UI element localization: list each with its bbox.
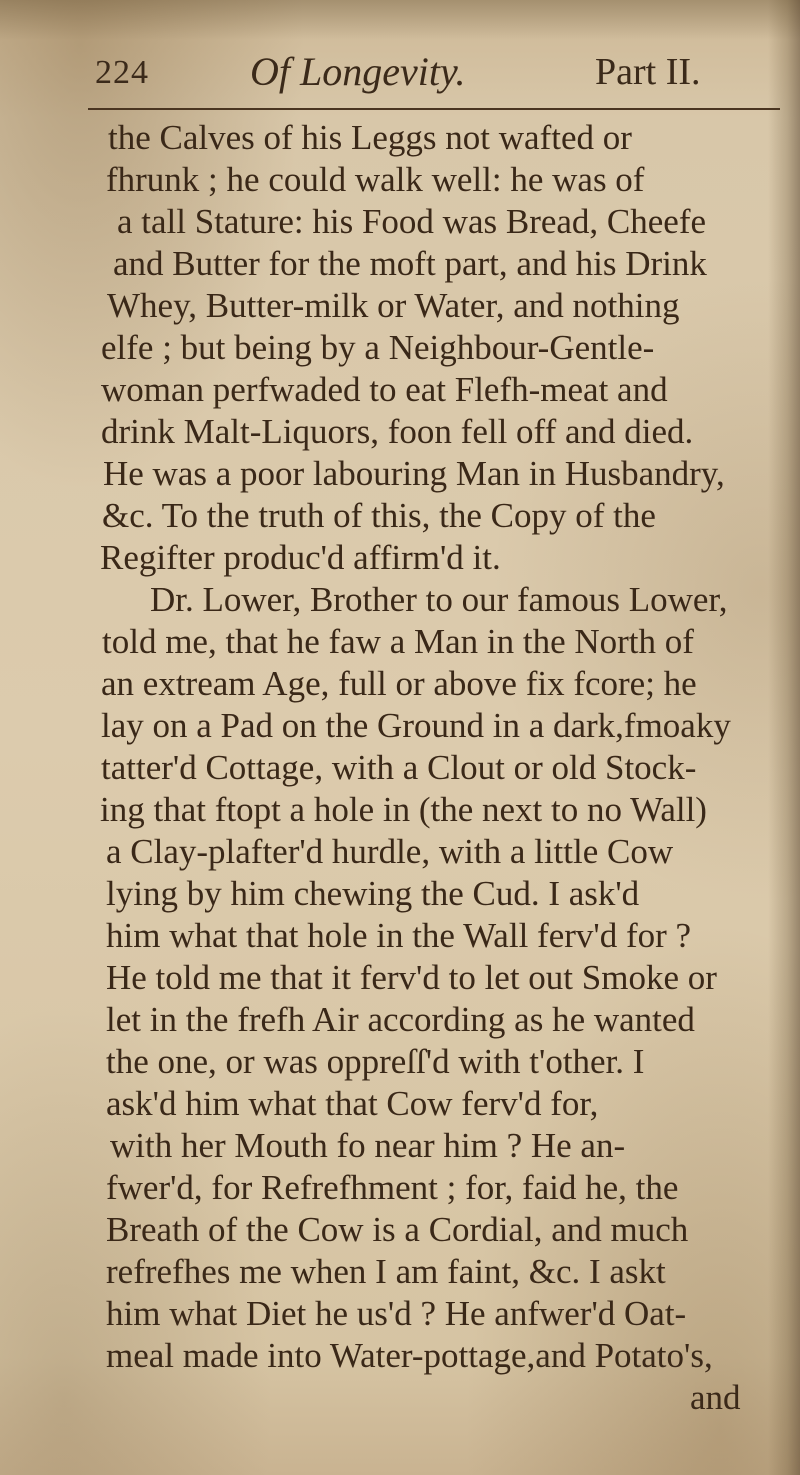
part-label: Part II.	[595, 51, 701, 93]
page-number: 224	[95, 54, 149, 91]
text-line: &c. To the truth of this, the Copy of the	[102, 496, 656, 535]
text-line: with her Mouth fo near him ? He an-	[110, 1126, 626, 1165]
text-line: a tall Stature: his Food was Bread, Cheefe	[117, 202, 707, 241]
text-line: Dr. Lower, Brother to our famous Lower,	[150, 580, 728, 619]
text-line: let in the frefh Air according as he wanted	[106, 1000, 695, 1039]
text-line: the one, or was oppreſſ'd with t'other. I	[106, 1042, 645, 1081]
text-line: lying by him chewing the Cud. I ask'd	[106, 874, 640, 913]
text-line: drink Malt-Liquors, foon fell off and died.	[101, 412, 694, 451]
running-title: Of Longevity.	[250, 49, 466, 94]
text-line: Whey, Butter-milk or Water, and nothing	[107, 286, 680, 325]
text-line: a Clay-plafter'd hurdle, with a little Cow	[106, 832, 674, 871]
text-line: told me, that he faw a Man in the North of	[102, 622, 694, 661]
text-line: him what that hole in the Wall ferv'd for ?	[106, 916, 692, 955]
text-line: Breath of the Cow is a Cordial, and much	[106, 1210, 689, 1249]
text-line: fhrunk ; he could walk well: he was of	[106, 160, 645, 199]
text-line: ing that ftopt a hole in (the next to no Wall)	[100, 790, 707, 829]
text-line: tatter'd Cottage, with a Clout or old Stock-	[101, 748, 697, 787]
text-line: meal made into Water-pottage,and Potato's,	[106, 1336, 713, 1375]
text-line: him what Diet he us'd ? He anfwer'd Oat-	[106, 1294, 687, 1333]
text-line: and Butter for the moft part, and his Drink	[113, 244, 707, 283]
text-line: the Calves of his Leggs not wafted or	[108, 118, 632, 157]
text-line: an extream Age, full or above fix fcore; he	[101, 664, 697, 703]
text-line: fwer'd, for Refrefhment ; for, faid he, the	[106, 1168, 679, 1207]
text-line: woman perfwaded to eat Flefh-meat and	[101, 370, 668, 409]
text-line: ask'd him what that Cow ferv'd for,	[106, 1084, 599, 1123]
text-line: He was a poor labouring Man in Husbandry,	[103, 454, 725, 493]
text-line: lay on a Pad on the Ground in a dark,fmoaky	[101, 706, 731, 745]
text-line: Regifter produc'd affirm'd it.	[100, 538, 501, 577]
text-line: He told me that it ferv'd to let out Smoke or	[106, 958, 717, 997]
text-line: refrefhes me when I am faint, &c. I askt	[106, 1252, 666, 1291]
catchword: and	[690, 1378, 741, 1417]
text-line: elfe ; but being by a Neighbour-Gentle-	[101, 328, 655, 367]
